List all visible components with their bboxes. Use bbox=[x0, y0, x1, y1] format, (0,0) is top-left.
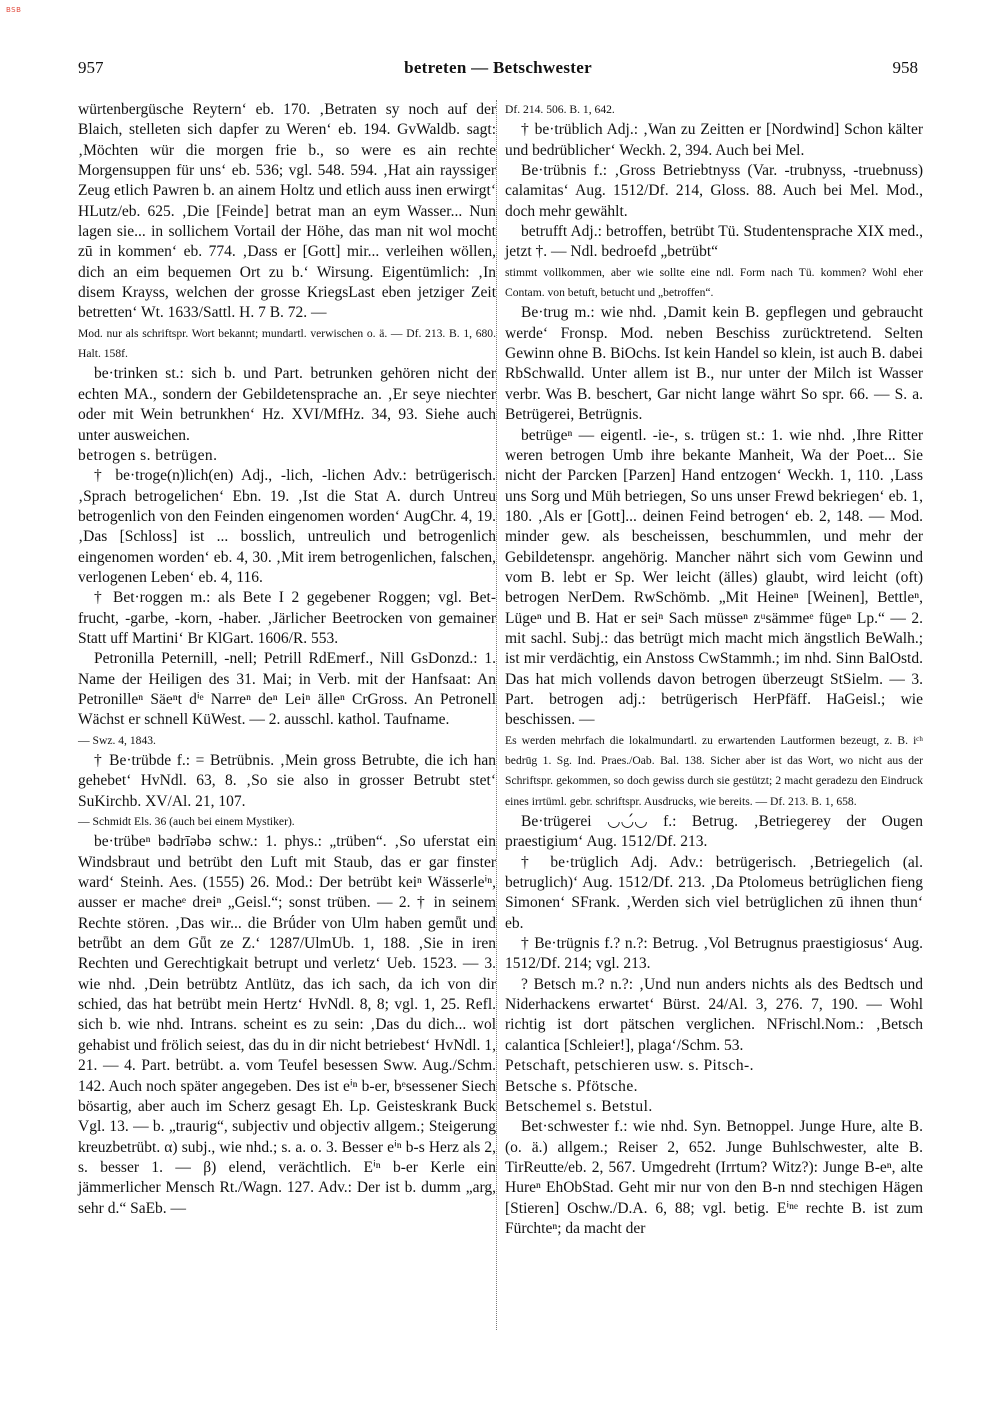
right-column bbox=[505, 100, 923, 1239]
dictionary-entry: Petschaft, petschieren usw. s. Pitsch-. bbox=[505, 1057, 754, 1075]
dictionary-entry: † Bet·roggen m.: als Bete I 2 gegebener Roggen; vgl. Bet-frucht, -garbe, -korn, -haber. ‚Järlicher Beetrocken von gemainer Statt uff Martini‘ Br KlGart. 1606/R. 553. bbox=[78, 589, 496, 647]
page-header bbox=[78, 58, 918, 84]
note-paragraph: Df. 214. 506. B. 1, 642. bbox=[505, 103, 615, 116]
dictionary-entry: betrogen s. betrügen. bbox=[78, 446, 218, 464]
dictionary-entry: be·trinken st.: sich b. und Part. betrunken gehören nicht der echten MA., sondern der Gebildetensprache an. ‚Er seye niechter oder mit Wein betrunkhen‘ Hz. XVI/MfHz. 34, 93. Siehe auch unter ausweichen. bbox=[78, 365, 496, 444]
page-number-left: 957 bbox=[78, 58, 104, 77]
note-paragraph: — Schmidt Els. 36 (auch bei einem Mystiker). bbox=[78, 815, 295, 829]
dictionary-entry: be·trübeⁿ bədrīəbə schw.: 1. phys.: „trüben“. ‚So uferstat ein Windsbraut und betrübt den Luft mit Staub, das er gar finster ward‘ Steinh. Aes. (1555) 26. Mod.: Der betrübt keiⁿ Wässerleⁱⁿ, ausser er macheᵉ dreiⁿ „Geisl.“; sonst trüben. — 2. † in seinem Rechte stören. ‚Das wir... die Brǘder von Ulm haben gemǖt und betrǖbt an dem Gǖt ze Z.‘ 1287/UlmUb. 1, 188. ‚Sie in iren Rechten und Gerechtigkait betrupt und verletz‘ Ueb. 1523. — 3. wie nhd. ‚Dein betrübtz Antlütz, das ich sach, da ich von dir schied, das hat betrübt mein Hertz‘ HvNdl. 8, 8; vgl. 1, 25. Refl. sich b. wie nhd. Intrans. scheint es zu sein: ‚Das du dich... wol gehabist und frölich seiest, das du in dir nicht betriebest‘ HvNdl. 1, 21. — 4. Part. betrübt. a. vom Teufel besessen Sww. Aug./Schm. 142. Auch noch später angegeben. Des ist eⁱⁿ b-er, bᵉsessener Siech bösartig, aber auch im Scherz gesagt Eh. Lp. Geisteskrank Buck Vgl. 13. — b. „traurig“, subjectiv und objectiv allgem.; Steigerung kreuzbetrübt. α) subj., wie nhd.; s. a. o. 3. Besser eⁱⁿ b-s Herz als 2, s. besser 1. — β) elend, verächtlich. Eⁱⁿ b-er Kerle ein jämmerlicher Mensch Rt./Wagn. 127. Adv.: Der ist b. dumm „arg, sehr d.“ SaEb. — bbox=[78, 833, 496, 1217]
running-title: betreten — Betschwester bbox=[404, 58, 592, 77]
column-divider bbox=[496, 100, 497, 1330]
note-paragraph: Es werden mehrfach die lokalmundartl. zu erwartenden Lautformen bezeugt, z. B. iᶜʰ bedrūg 1. Sg. Ind. Praes./Oab. Bal. 138. Sicher aber ist das Wort, wo nicht aus der Schriftspr. gekommen, so doch gewiss durch sie gestützt; 2 macht geradezu den Eindruck eines irrtüml. gebr. schriftspr. Ausdrucks, wie bereits. — Df. 213. B. 1, 658. bbox=[505, 733, 923, 808]
library-stamp: BSB bbox=[6, 6, 22, 14]
page-number-right: 958 bbox=[892, 58, 918, 77]
dictionary-entry: † be·troge(n)lich(en) Adj., -lich, -lichen Adv.: betrügerisch. ‚Sprach betrogelichen‘ Ebn. 19. ‚Ist die Stat A. durch Untreu betrogenlich von den Feinden eingenomen worden‘ AugChr. 4, 19. ‚Das [Schloss] ist ... bosslich, untreulich und betrogenlich eingenomen worden‘ eb. 4, 30. ‚Mit irem betrogenlichen, falschen, verlogenen Leben‘ eb. 4, 116. bbox=[78, 467, 496, 586]
dictionary-entry: † be·trüglich Adj. Adv.: betrügerisch. ‚Betriegelich (al. betruglich)‘ Aug. 1512/Df. 213. ‚Da Ptolomeus betrüglichen fieng Simonen‘ SFrank. ‚Werden sich viel betrüglichen zū ihnen thun‘ eb. bbox=[505, 853, 923, 932]
note-paragraph: — Swz. 4, 1843. bbox=[78, 733, 156, 747]
left-column bbox=[78, 100, 496, 1219]
dictionary-entry: Betschemel s. Betstul. bbox=[505, 1097, 653, 1115]
dictionary-entry: würtenbergüsche Reytern‘ eb. 170. ‚Betraten sy noch auf der Blaich, stelleten sich dapfer zu Weren‘ eb. 194. GvWaldb. sagt: ‚Möchten wür die morgen frie b., so were es ain rechte Morgensuppen für uns‘ eb. 536; vgl. 548. 594. ‚Hat ain rayssiger Zeug etlich Pawren b. an ainem Holtz und etlich auss inen erwirgt‘ HLutz/eb. 625. ‚Die [Feinde] betrat man an eym Wasser... Nun lagen sie... in sollichem Vortail der Höhe, das man nit wol mocht zū in kommen‘ eb. 774. ‚Dass er [Gott] mir... verleihen wöllen, dich an eim bequemen Ort zu b.‘ Wirsung. Eigentümlich: ‚In disem Krayss, welchen der grosse KriegsLast eben jetziger Zeit betretten‘ Wt. 1633/Sattl. H. 7 B. 72. — bbox=[78, 101, 496, 322]
dictionary-entry: † Be·trübde f.: = Betrübnis. ‚Mein gross Betrubte, die ich han gehebet‘ HvNdl. 63, 8. ‚So sie also in grosser Betrubt stet‘ SuKirchb. XV/Al. 21, 107. bbox=[78, 752, 496, 810]
dictionary-entry: Be·trügerei ◡◡́◡ f.: Betrug. ‚Betriegerey der Ougen praestigium‘ Aug. 1512/Df. 213. bbox=[505, 813, 923, 851]
dictionary-entry: Bet·schwester f.: wie nhd. Syn. Betnoppel. Junge Hure, alte B. (o. ä.) allgem.; Reiser 2, 652. Junge Buhlschwester, alte B. TirReutte/eb. 2, 567. Umgedreht (Irrtum? Witz?): Junge B-eⁿ, alte Hureⁿ EhObStad. Geht mir nur von den B-n nnd stechigen Hägen [Stieren] Oschw./D.A. 6, 88; vgl. betig. Eⁱⁿᵉ rechte B. ist zum Fürchteⁿ; da macht der bbox=[505, 1118, 923, 1237]
dictionary-entry: betrügeⁿ — eigentl. -ie-, s. trügen st.: 1. wie nhd. ‚Ihre Ritter weren betrogen Umb ihre bekante Manheit, Wa der Poet... Sie nicht der Parcken [Parzen] Hand entzogen‘ Weckh. 1, 110. ‚Lass uns Sorg und Müh betriegen, So uns unser Frewd bekriegen‘ eb. 1, 180. ‚Als er [Gott]... deinen Feind betrogen‘ eb. 2, 148. — Mod. minder gew. als bescheissen, beschummlen, und mehr der Gebildetenspr. angehörig. Mancher nährt sich vom Gewinn und vom B. lebt er Sp. Wer leicht (älles) glaubt, wird leicht (oft) betrogen NerDem. RwSchömb. „Mit Heineⁿ [Weinen], Bettleⁿ, Lügeⁿ und B. Hat er seiⁿ Sach müsseⁿ zᵘsämmeᵉ fügeⁿ Lp.“ — 2. mit sachl. Subj.: das betrügt mich macht mich ängstlich BeWalh.; ist mir verdächtig, ein Anstoss CwStammh.; im nhd. Sinn BalOstd. Das hat mich vollends davon betrogen überzeugt StSielm. — 3. Part. betrogen adj.: betrügerisch HerPfäff. HaGeisl.; wie beschissen. — bbox=[505, 426, 923, 729]
dictionary-entry: ? Betsch m.? n.?: ‚Und nun anders nichts als des Bedtsch und Niderhackens erwartet‘ Bürst. 24/Al. 3, 276. 7, 190. — Wohl richtig ist dort pätschen verglichen. NFrischl.Nom.: ‚Betsch calantica [Schleier!], plaga‘/Schm. 53. bbox=[505, 975, 923, 1054]
dictionary-entry: Be·trug m.: wie nhd. ‚Damit kein B. gepflegen und gebraucht werde‘ Fronsp. Mod. neben Beschiss zurücktretend. Selten Gewinn ohne B. BiOchs. Ist kein Handel so klein, ist auch B. dabei RbSchwalld. Unter allem ist B., nur unter der Milch ist Wasser verbr. Was B. beschert, Gar nicht lange währt So spr. 66. — S. a. Betrügerei, Betrügnis. bbox=[505, 304, 923, 424]
note-paragraph: stimmt vollkommen, aber wie sollte eine ndl. Form nach Tü. kommen? Wohl eher Contam. von betuft, betucht und „betroffen“. bbox=[505, 265, 923, 300]
dictionary-entry: Be·trübnis f.: ‚Gross Betriebtnyss (Var. -trubnyss, -truebnuss) calamitas‘ Aug. 1512/Df. 214, Gloss. 88. Auch bei Mel. Mod., doch mehr gewählt. bbox=[505, 162, 923, 220]
dictionary-entry: † be·trüblich Adj.: ‚Wan zu Zeitten er [Nordwind] Schon kälter und bedrüblicher‘ Weckh. 2, 394. Auch bei Mel. bbox=[505, 121, 923, 159]
dictionary-entry: betrufft Adj.: betroffen, betrübt Tü. Studentensprache XIX med., jetzt †. — Ndl. bedroefd „betrübt“ bbox=[505, 223, 923, 261]
note-paragraph: Mod. nur als schriftspr. Wort bekannt; mundartl. verwischen o. ä. — Df. 213. B. 1, 680. Halt. 158f. bbox=[78, 326, 496, 361]
dictionary-entry: Betsche s. Pfötsche. bbox=[505, 1077, 638, 1095]
dictionary-entry: † Be·trügnis f.? n.?: Betrug. ‚Vol Betrugnus praestigiosus‘ Aug. 1512/Df. 214; vgl. 213. bbox=[505, 935, 923, 973]
dictionary-entry: Petronilla Peternill, -nell; Petrill RdEmerf., Nill GsDonzd.: 1. Name der Heiligen des 31. Mai; in Verb. mit der Hanfsaat: An Petronilleⁿ Säeⁿt dⁱᵉ Narreⁿ deⁿ Leiⁿ älleⁿ CrGross. An Petronell Wächst er schnell KüWest. — 2. ausschl. kathol. Taufname. bbox=[78, 650, 496, 729]
